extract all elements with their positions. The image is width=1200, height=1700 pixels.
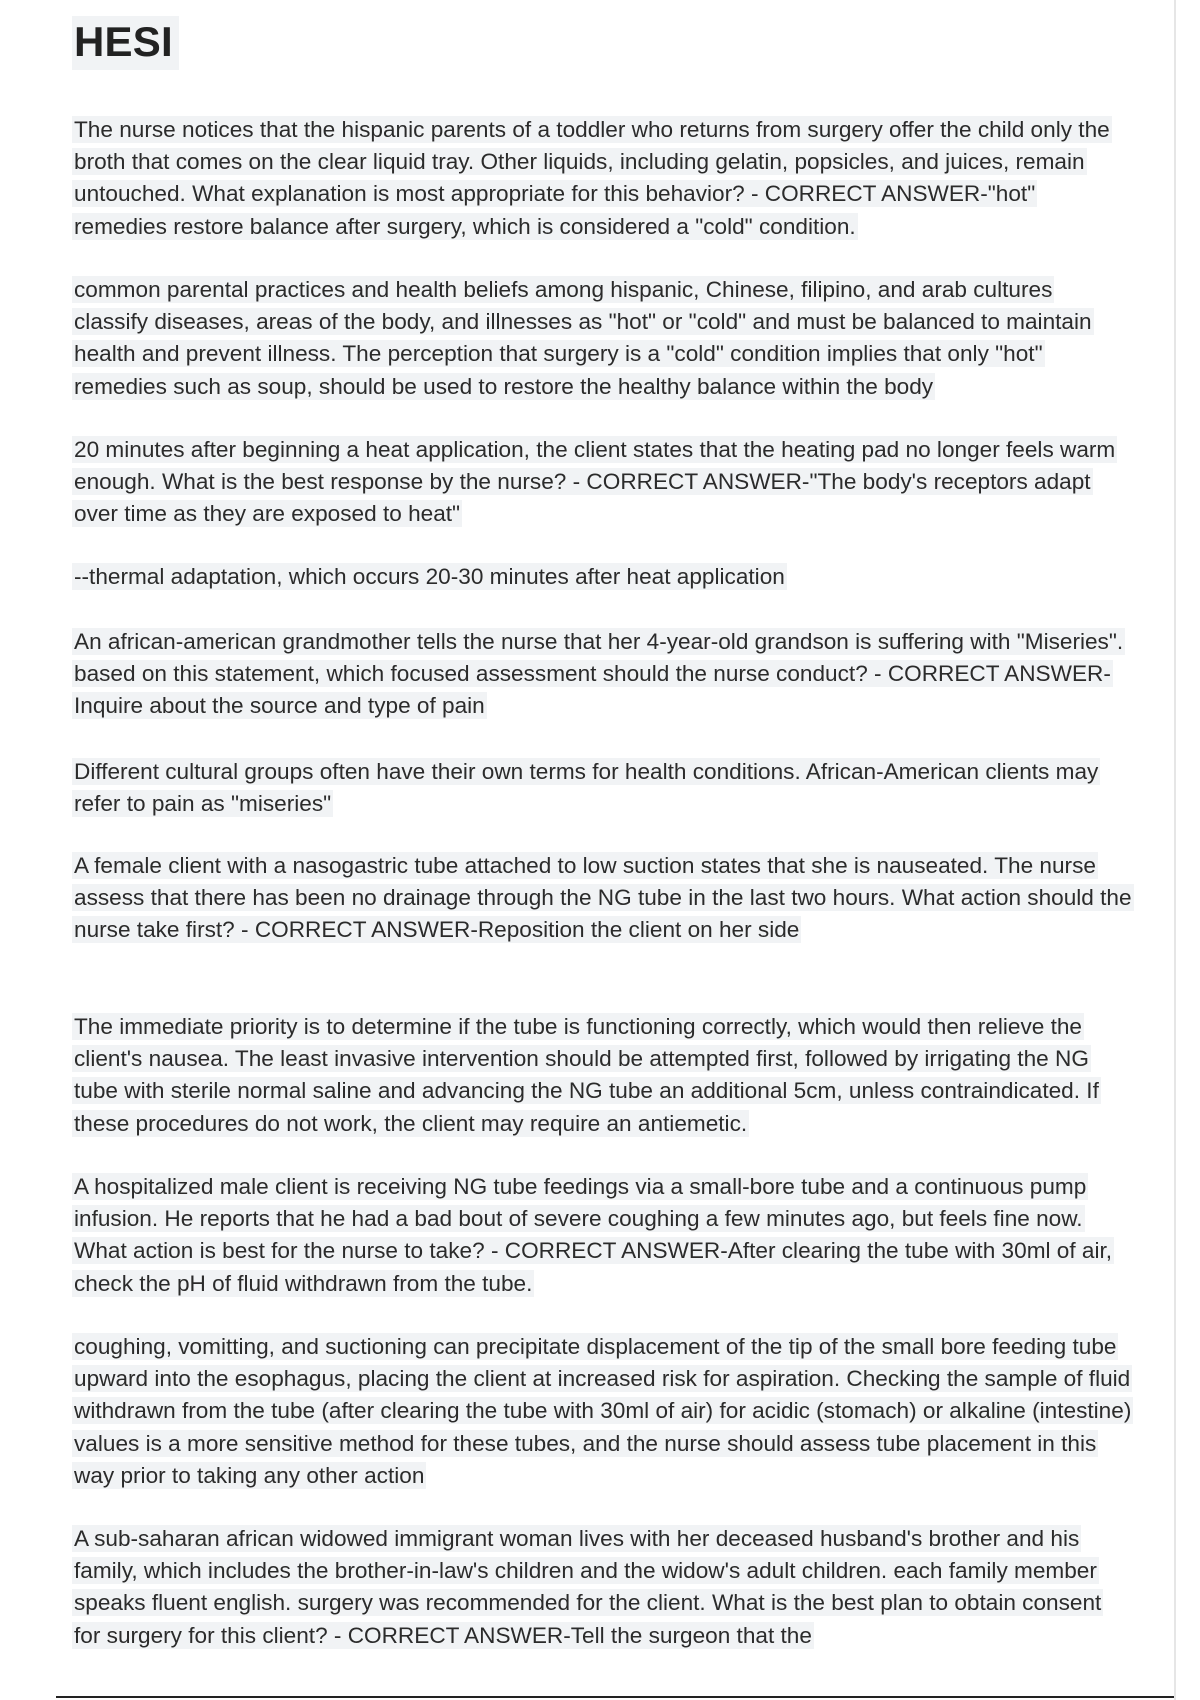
page-right-edge — [1174, 0, 1176, 1700]
paragraph-text: coughing, vomitting, and suctioning can precipitate displacement of the tip of the small bore feeding tube upward into the esophagus, placing the client at increased risk for aspiration. Checking the sample of fluid withdrawn from the tube (after clearing the tube with 30ml of air) for acidic (stomach) or alkaline (intestine) values is a more sensitive method for these tubes, and the nurse should assess tube placement in this way prior to taking any other action — [74, 1334, 1132, 1488]
question-paragraph — [72, 626, 1132, 723]
paragraph-text: An african-american grandmother tells the nurse that her 4-year-old grandson is suffering with "Miseries". based on this statement, which focused assessment should the nurse conduct? - CORRECT ANSWER-Inquire about the source and type of pain — [74, 629, 1124, 719]
rationale-paragraph — [72, 274, 1132, 403]
paragraph-text: The immediate priority is to determine if the tube is functioning correctly, which would then relieve the client's nausea. The least invasive intervention should be attempted first, followed by irrigating the NG tube with sterile normal saline and advancing the NG tube an additional 5cm, unless contraindicated. If these procedures do not work, the client may require an antiemetic. — [74, 1014, 1099, 1136]
question-paragraph — [72, 1171, 1132, 1300]
paragraph-text: 20 minutes after beginning a heat application, the client states that the heating pad no longer feels warm enough. What is the best response by the nurse? - CORRECT ANSWER-"The body's receptors adapt over time as they are exposed to heat" — [74, 437, 1116, 527]
paragraph-text: The nurse notices that the hispanic parents of a toddler who returns from surgery offer the child only the broth that comes on the clear liquid tray. Other liquids, including gelatin, popsicles, and juices, remain untouched. What explanation is most appropriate for this behavior? - CORRECT ANSWER-"hot" remedies restore balance after surgery, which is considered a "cold" condition. — [74, 117, 1110, 239]
rationale-paragraph — [72, 1331, 1132, 1492]
question-paragraph — [72, 1523, 1132, 1652]
question-paragraph — [72, 850, 1132, 947]
paragraph-text: --thermal adaptation, which occurs 20-30 minutes after heat application — [74, 564, 785, 589]
paragraph-text: A female client with a nasogastric tube attached to low suction states that she is nauseated. The nurse assess that there has been no drainage through the NG tube in the last two hours. What action should the nurse take first? - CORRECT ANSWER-Reposition the client on her side — [74, 853, 1132, 943]
page-bottom-divider — [56, 1696, 1174, 1698]
question-paragraph — [72, 114, 1132, 243]
document-title: HESI — [72, 16, 179, 70]
paragraph-text: A hospitalized male client is receiving NG tube feedings via a small-bore tube and a continuous pump infusion. He reports that he had a bad bout of severe coughing a few minutes ago, but feels fine now. What action is best for the nurse to take? - CORRECT ANSWER-After clearing the tube with 30ml of air, check the pH of fluid withdrawn from the tube. — [74, 1174, 1113, 1296]
paragraph-text: Different cultural groups often have their own terms for health conditions. African-American clients may refer to pain as "miseries" — [74, 759, 1099, 817]
rationale-paragraph — [72, 1011, 1132, 1140]
rationale-paragraph — [72, 561, 1132, 593]
question-paragraph — [72, 434, 1132, 531]
paragraph-text: common parental practices and health beliefs among hispanic, Chinese, filipino, and arab cultures classify diseases, areas of the body, and illnesses as "hot" or "cold" and must be balanced to maintain health and prevent illness. The perception that surgery is a "cold" condition implies that only "hot" remedies such as soup, should be used to restore the healthy balance within the body — [74, 277, 1092, 399]
rationale-paragraph — [72, 756, 1132, 820]
paragraph-text: A sub-saharan african widowed immigrant woman lives with her deceased husband's brother and his family, which includes the brother-in-law's children and the widow's adult children. each family member speaks fluent english. surgery was recommended for the client. What is the best plan to obtain consent for surgery for this client? - CORRECT ANSWER-Tell the surgeon that the — [74, 1526, 1102, 1648]
